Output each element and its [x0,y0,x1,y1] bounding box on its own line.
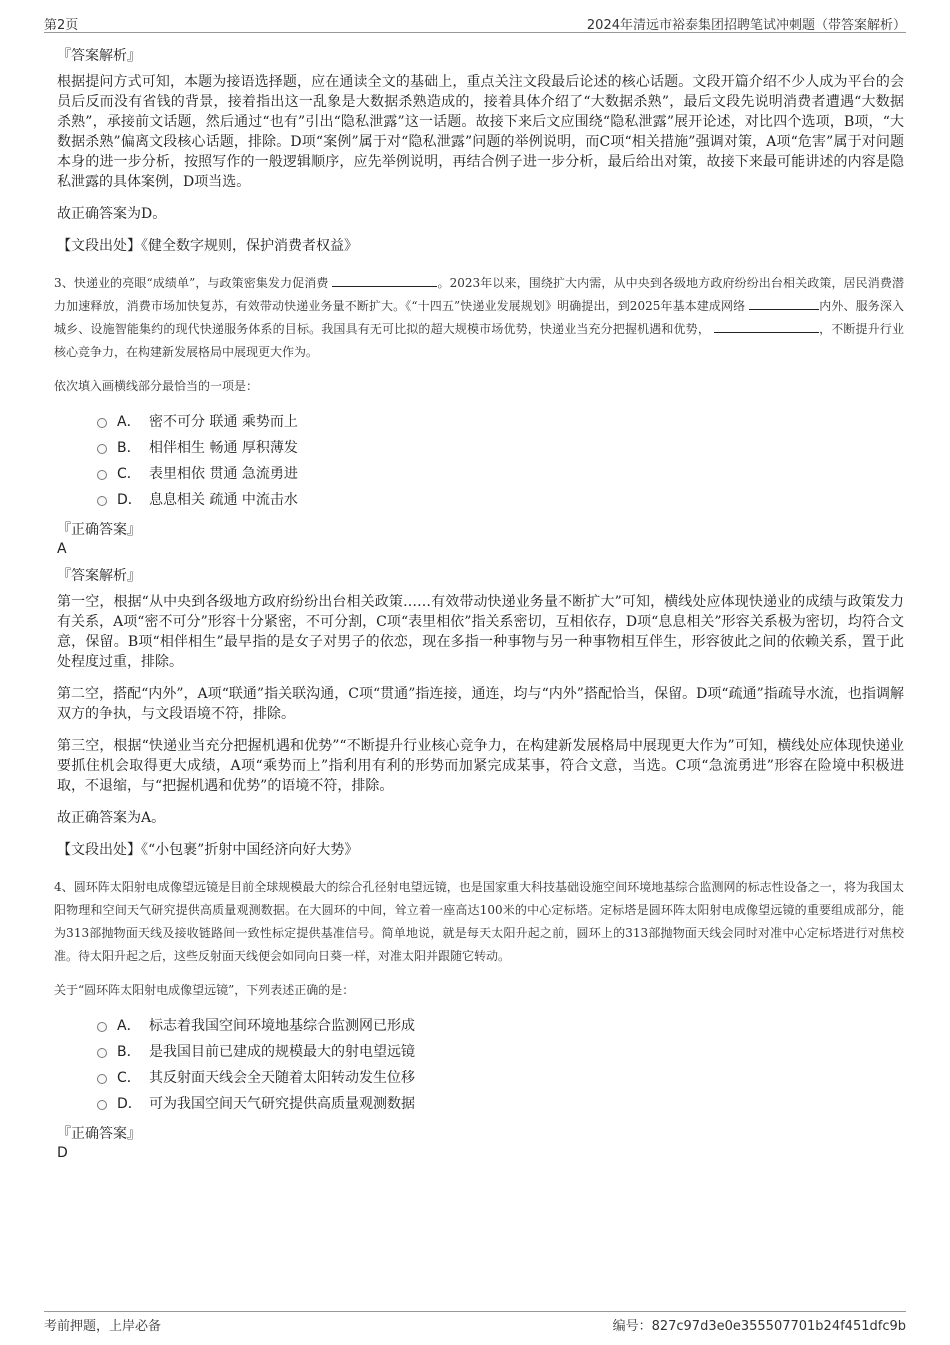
correct-answer-label: 『正确答案』 [57,1126,141,1142]
question-text-part: 3、快递业的亮眼“成绩单”，与政策密集发力促消费 [54,276,333,290]
blank-line [714,320,819,333]
radio-button-icon[interactable] [97,444,107,454]
correct-answer-label: 『正确答案』 [57,522,141,538]
radio-button-icon[interactable] [97,470,107,480]
question-4-options [97,1012,904,1116]
option-a[interactable] [97,408,904,434]
correct-answer: D [57,1145,68,1161]
analysis-paragraph-1: 第一空，根据“从中央到各级地方政府纷纷出台相关政策……有效带动快递业务量不断扩大”可知，横线处应体现快递业的成绩与政策发力有关系，A项“密不可分”形容十分紧密，不可分割，C项“表里相依”指关系密切，互相依存，D项“息息相关”形容关系极为密切，均符合文意，保留。B项“相伴相生”最早指的是女子对男子的依恋，现在多指一种事物与另一种事物相互伴生，形容彼此之间的依赖关系，置于此处程度过重，排除。 [57,594,904,670]
radio-button-icon[interactable] [97,418,107,428]
radio-button-icon[interactable] [97,1022,107,1032]
option-text: 相伴相生 畅通 厚积薄发 [149,440,298,456]
page-footer [44,1311,906,1334]
page-content [54,38,904,1168]
radio-button-icon[interactable] [97,1048,107,1058]
option-key: C． [117,466,141,482]
option-text: 可为我国空间天气研究提供高质量观测数据 [149,1096,415,1112]
option-key: A． [117,1018,141,1034]
option-text: 息息相关 疏通 中流击水 [149,492,298,508]
question-4-prompt: 关于“圆环阵太阳射电成像望远镜”，下列表述正确的是： [54,983,355,997]
option-key: D． [117,492,142,508]
conclusion: 故正确答案为D。 [57,206,167,222]
question-3-text [54,272,904,364]
option-key: B． [117,1044,141,1060]
source-citation: 【文段出处】《“小包裹”折射中国经济向好大势》 [57,842,359,858]
blank-line [749,297,819,310]
option-c[interactable] [97,1064,904,1090]
radio-button-icon[interactable] [97,496,107,506]
option-key: C． [117,1070,141,1086]
question-text-part: ，不断提升行业核心竞争力，在构建新发展格局中展现更大作为。 [54,322,904,359]
option-text: 标志着我国空间环境地基综合监测网已形成 [149,1018,415,1034]
conclusion: 故正确答案为A。 [57,810,166,826]
option-b[interactable] [97,1038,904,1064]
question-4-text: 4、圆环阵太阳射电成像望远镜是目前全球规模最大的综合孔径射电望远镜，也是国家重大科技基础设施空间环境地基综合监测网的标志性设备之一，将为我国太阳物理和空间天气研究提供高质量观测数据。在大圆环的中间，耸立着一座高达100米的中心定标塔。定标塔是圆环阵太阳射电成像望远镜的重要组成部分，能为313部抛物面天线及接收链路间一致性标定提供基准信号。简单地说，就是每天太阳升起之前，圆环上的313部抛物面天线会同时对准中心定标塔进行对焦校准。待太阳升起之后，这些反射面天线便会如同向日葵一样，对准太阳并跟随它转动。 [54,880,904,963]
document-title: 2024年清远市裕泰集团招聘笔试冲刺题（带答案解析） [586,18,906,33]
option-a[interactable] [97,1012,904,1038]
question-text-part: 。2023年以来，围绕扩大内需，从中央到各级地方政府纷纷出台相关政策，居民消费潜力加速释放，消费市场加快复苏，有效带动快递业务量不断扩大。《“十四五”快递业发展规划》明确提出，到2025年基本建成网络 [54,276,904,313]
footer-slogan: 考前押题，上岸必备 [44,1319,162,1334]
question-text-part: 内外、服务深入城乡、设施智能集约的现代快递服务体系的目标。我国具有无可比拟的超大规模市场优势，快递业当充分把握机遇和优势， [54,299,904,336]
analysis-paragraph-2: 第二空，搭配“内外”，A项“联通”指关联沟通，C项“贯通”指连接，通连，均与“内外”搭配恰当，保留。D项“疏通”指疏导水流，也指调解双方的争执，与文段语境不符，排除。 [57,686,904,722]
option-d[interactable] [97,486,904,512]
page-header [44,12,906,33]
question-3-prompt: 依次填入画横线部分最恰当的一项是： [54,379,259,393]
page-number: 第2页 [44,18,79,33]
option-text: 是我国目前已建成的规模最大的射电望远镜 [149,1044,415,1060]
option-key: B． [117,440,141,456]
option-text: 表里相依 贯通 急流勇进 [149,466,298,482]
correct-answer: A [57,541,67,557]
analysis-label: 『答案解析』 [57,568,141,584]
question-3-options [97,408,904,512]
document-code: 编号：827c97d3e0e355507701b24f451dfc9b [612,1319,906,1334]
option-b[interactable] [97,434,904,460]
source-citation: 【文段出处】《健全数字规则，保护消费者权益》 [57,238,358,254]
analysis-paragraph-3: 第三空，根据“快递业当充分把握机遇和优势”“不断提升行业核心竞争力，在构建新发展格局中展现更大作为”可知，横线处应体现快递业要抓住机会取得更大成绩，A项“乘势而上”指利用有利的形势而加紧完成某事，符合文意，当选。C项“急流勇进”形容在险境中积极进取，不退缩，与“把握机遇和优势”的语境不符，排除。 [57,738,904,794]
radio-button-icon[interactable] [97,1100,107,1110]
option-d[interactable] [97,1090,904,1116]
analysis-label: 『答案解析』 [57,48,141,64]
option-text: 其反射面天线会全天随着太阳转动发生位移 [149,1070,415,1086]
radio-button-icon[interactable] [97,1074,107,1084]
blank-line [332,274,437,287]
analysis-paragraph: 根据提问方式可知，本题为接语选择题，应在通读全文的基础上，重点关注文段最后论述的核心话题。文段开篇介绍不少人成为平台的会员后反而没有省钱的背景，接着指出这一乱象是大数据杀熟造成的，接着具体介绍了“大数据杀熟”，最后文段先说明消费者遭遇“大数据杀熟”，承接前文话题，然后通过“也有”引出“隐私泄露”这一话题。故接下来后文应围绕“隐私泄露”展开论述，对比四个选项，B项，“大数据杀熟”偏离文段核心话题，排除。D项“案例”属于对“隐私泄露”问题的举例说明，而C项“相关措施”强调对策，A项“危害”属于对问题本身的进一步分析，按照写作的一般逻辑顺序，应先举例说明，再结合例子进一步分析，最后给出对策，故接下来最可能讲述的内容是隐私泄露的具体案例，D项当选。 [57,74,904,190]
option-key: D． [117,1096,142,1112]
option-text: 密不可分 联通 乘势而上 [149,414,298,430]
option-key: A． [117,414,141,430]
option-c[interactable] [97,460,904,486]
